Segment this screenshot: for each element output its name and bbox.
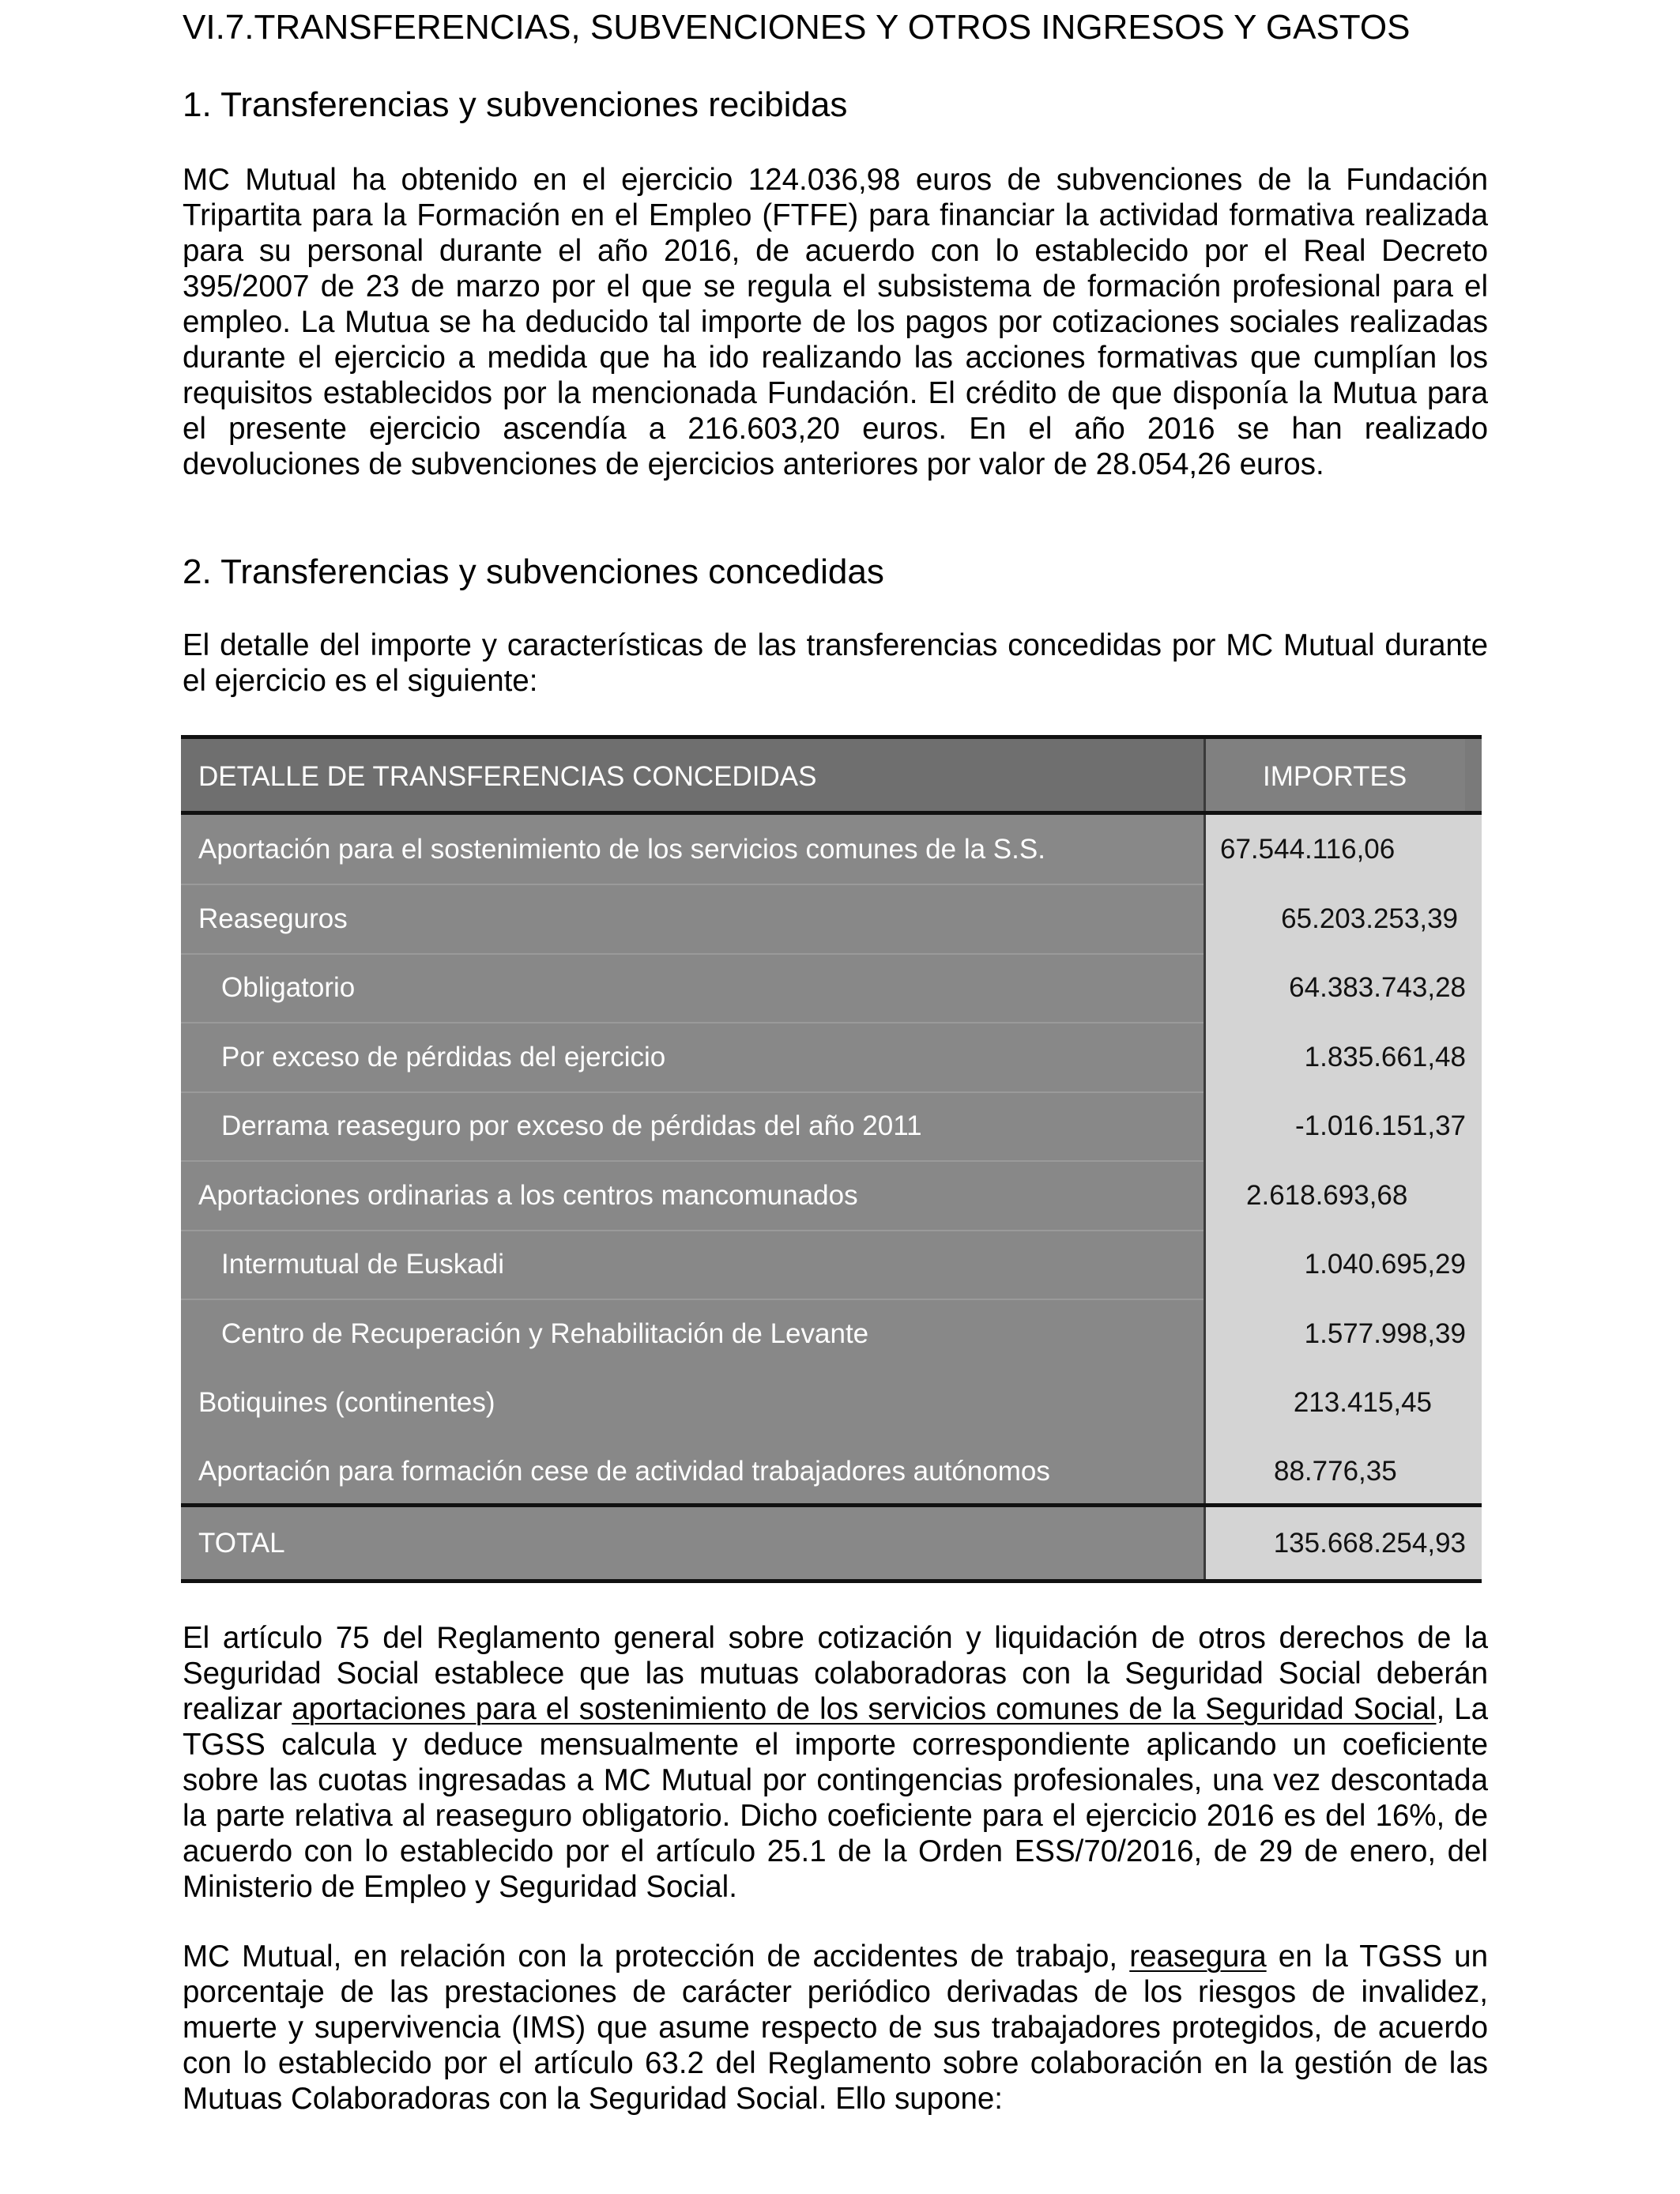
paragraph-reaseguro [183,1939,1488,2117]
table-row-value: 1.835.661,48 [1304,1042,1466,1072]
table-row-label: Derrama reaseguro por exceso de pérdidas del año 2011 [221,1110,922,1141]
table-row-label: Aportaciones ordinarias a los centros mancomunados [198,1180,858,1211]
transfers-table [181,735,1482,1583]
text-line: El detalle del importe y características de las transferencias concedidas por MC Mutual durante [183,628,1488,662]
text-line: sobre las cuotas ingresadas a MC Mutual por contingencias profesionales, una vez descontada [183,1763,1488,1797]
table-row-label: Botiquines (continentes) [198,1387,495,1418]
table-row-value: 1.040.695,29 [1304,1249,1466,1280]
text-line: MC Mutual ha obtenido en el ejercicio 124.036,98 euros de subvenciones de la Fundación [183,163,1488,197]
text-line: con lo establecido por el artículo 63.2 del Reglamento sobre colaboración en la gestión de las [183,2046,1488,2080]
text-line: para su personal durante el año 2016, de acuerdo con lo establecido por el Real Decreto [183,234,1488,268]
table-row-label: Obligatorio [221,972,356,1003]
text-line: la parte relativa al reaseguro obligatorio. Dicho coeficiente para el ejercicio 2016 es del 16%, de [183,1799,1488,1833]
text-line: devoluciones de subvenciones de ejercicios anteriores por valor de 28.054,26 euros. [183,447,1324,481]
table-total-label-cell [181,1507,1203,1579]
text-line: el presente ejercicio ascendía a 216.603,20 euros. En el año 2016 se han realizado [183,412,1488,446]
text-line: empleo. La Mutua se ha deducido tal importe de los pagos por cotizaciones sociales realizadas [183,305,1488,339]
paragraph-reglamento [183,1620,1488,1905]
table-header-left [181,739,1203,811]
main-title: VI.7.TRANSFERENCIAS, SUBVENCIONES Y OTROS INGRESOS Y GASTOS [183,8,1411,47]
text-line: durante el ejercicio a medida que ha ido realizando las acciones formativas que cumplían los [183,341,1488,375]
underlined-term: reasegura [1129,1940,1267,1973]
section1-paragraph [183,162,1488,482]
table-row-value: 67.544.116,06 [1220,834,1396,865]
table-total-value-cell [1206,1507,1482,1579]
text-line: El artículo 75 del Reglamento general sobre cotización y liquidación de otros derechos de la [183,1621,1488,1655]
text-line: requisitos establecidos por la mencionada Fundación. El crédito de que disponía la Mutua para [183,376,1488,410]
text-line: Mutuas Colaboradoras con la Seguridad Social. Ello supone: [183,2082,1003,2116]
text-line: Tripartita para la Formación en el Empleo (FTFE) para financiar la actividad formativa realizada [183,198,1488,232]
text-line: porcentaje de las prestaciones de carácter periódico derivadas de los riesgos de invalidez, [183,1975,1488,2009]
text-line: 395/2007 de 23 de marzo por el que se regula el subsistema de formación profesional para el [183,270,1488,303]
table-row-label: Reaseguros [198,903,348,934]
underlined-term: aportaciones para el sostenimiento de los servicios comunes de la Seguridad Social [292,1692,1437,1726]
section1-heading: 1. Transferencias y subvenciones recibidas [183,85,848,124]
table-row-label: Por exceso de pérdidas del ejercicio [221,1042,666,1072]
section2-heading: 2. Transferencias y subvenciones concedidas [183,552,884,591]
table-row-value: -1.016.151,37 [1294,1110,1466,1141]
section2-intro [183,628,1488,699]
text-line: el ejercicio es el siguiente: [183,664,538,698]
table-total-value: 135.668.254,93 [1273,1528,1466,1559]
table-header-amounts: IMPORTES [1263,761,1407,792]
text-line: Ministerio de Empleo y Seguridad Social. [183,1870,737,1904]
text-line: realizar aportaciones para el sostenimiento de los servicios comunes de la Seguridad Social, La [183,1692,1489,1726]
table-row-value: 65.203.253,39 [1281,903,1458,934]
table-row-label: Aportación para el sostenimiento de los servicios comunes de la S.S. [198,834,1045,865]
table-row-value: 1.577.998,39 [1304,1318,1466,1349]
text-line: MC Mutual, en relación con la protección de accidentes de trabajo, reasegura en la TGSS un [183,1940,1488,1973]
table-row-label: Intermutual de Euskadi [221,1249,504,1280]
text-line: TGSS calcula y deduce mensualmente el importe correspondiente aplicando un coeficiente [183,1728,1488,1762]
table-row-value: 213.415,45 [1293,1387,1432,1418]
table-row-value: 64.383.743,28 [1289,972,1466,1003]
table-body-labels [181,815,1203,1503]
table-header-label: DETALLE DE TRANSFERENCIAS CONCEDIDAS [198,761,817,792]
table-row-label: Centro de Recuperación y Rehabilitación de Levante [221,1318,869,1349]
table-row-value: 88.776,35 [1274,1456,1397,1487]
text-line: Seguridad Social establece que las mutuas colaboradoras con la Seguridad Social deberán [183,1657,1488,1691]
table-header-right [1206,739,1482,811]
text-line: muerte y supervivencia (IMS) que asume respecto de sus trabajadores protegidos, de acuerdo [183,2011,1488,2045]
table-row-label: Aportación para formación cese de actividad trabajadores autónomos [198,1456,1050,1487]
table-row-value: 2.618.693,68 [1246,1180,1408,1211]
table-body-values [1206,815,1482,1503]
table-total-label: TOTAL [198,1528,285,1559]
text-line: acuerdo con lo establecido por el artículo 25.1 de la Orden ESS/70/2016, de 29 de enero, del [183,1834,1488,1868]
